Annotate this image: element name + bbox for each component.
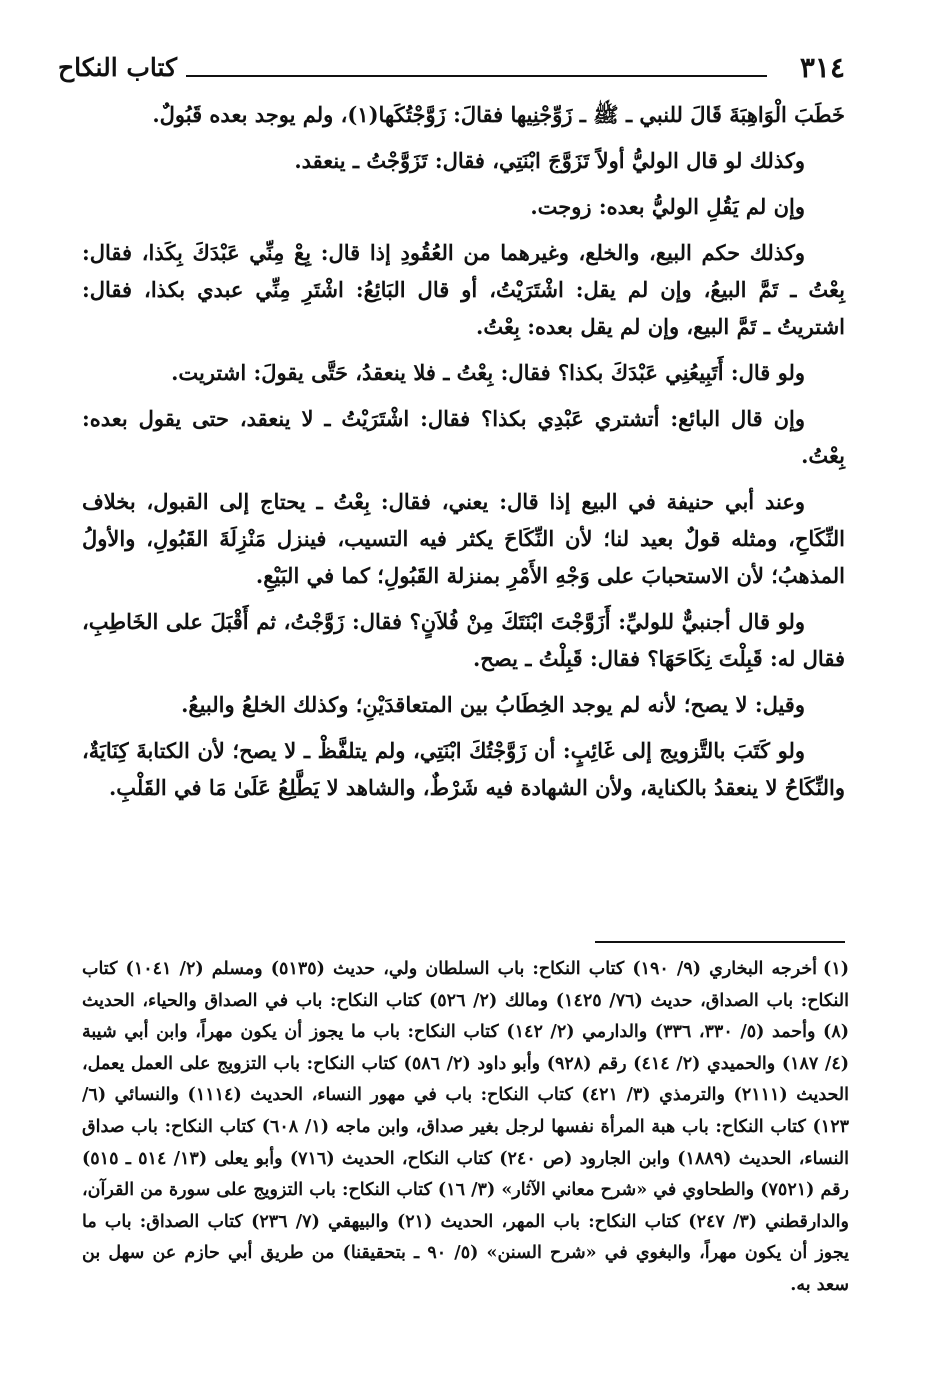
page-header <box>58 48 845 88</box>
paragraph: خَطَبَ الْوَاهِبَةَ قَالَ للنبي ـ ﷺ ـ زَوِّجْنِيها فقالَ: زَوَّجْتُكَها(١)، ولم يوجد بعده قَبُولٌ. <box>152 102 845 127</box>
paragraph: ولو قال: أَتَبِيعُنِي عَبْدَكَ بكذا؟ فقال: بِعْتُ ـ فلا ينعقدُ، حَتَّى يقولَ: اشتريت. <box>171 360 805 385</box>
paragraph: وكذلك لو قال الوليُّ أولاً تَزَوَّجَ ابْنَتِي، فقال: تَزَوَّجْتُ ـ ينعقد. <box>294 148 805 173</box>
paragraph: وكذلك حكم البيع، والخلع، وغيرهما من العُقُودِ إذا قال: بِعْ مِنِّي عَبْدَكَ بِكَذا، فقال: بِعْتُ ـ تَمَّ البيعُ، وإن لم يقل: اشْتَرَيْتُ، أو قال البَائِعُ: اشْتَرِ مِنِّي عبدي بكذا، فقال: اشتريتُ ـ تَمَّ البيع، وإن لم يقل بعده: بِعْتُ. <box>82 240 845 339</box>
main-text <box>82 96 845 815</box>
footnote-separator <box>595 941 845 943</box>
paragraph: وإن قال البائع: أتشتري عَبْدِي بكذا؟ فقال: اشْتَرَيْتُ ـ لا ينعقد، حتى يقول بعده: بِعْتُ. <box>82 406 845 468</box>
paragraph: وعند أبي حنيفة في البيع إذا قال: يعني، فقال: بِعْتُ ـ يحتاج إلى القبول، بخلاف النِّكَاحِ، ومثله قولٌ بعيد لنا؛ لأن النِّكَاحَ يكثر فيه التسيب، فينزل مَنْزِلَةَ القَبُولِ، والأولُ المذهبُ؛ لأن الاستحبابَ على وَجْهِ الأَمْرِ بمنزلة القَبُولِ؛ كما في البَيْعِ. <box>82 489 845 588</box>
footnote-text: أخرجه البخاري (٩/ ١٩٠) كتاب النكاح: باب السلطان ولي، حديث (٥١٣٥) ومسلم (٢/ ١٠٤١) كتاب النكاح: باب الصداق، حديث (٧٦/ ١٤٢٥) ومالك (٢/ ٥٢٦) كتاب النكاح: باب في الصداق والحياء، الحديث (٨) وأحمد (٥/ ٣٣٠، ٣٣٦) والدارمي (٢/ ١٤٢) كتاب النكاح: باب ما يجوز أن يكون مهراً، وابن أبي شيبة (٤/ ١٨٧) والحميدي (٢/ ٤١٤) رقم (٩٢٨) وأبو داود (٢/ ٥٨٦) كتاب النكاح: باب التزويج على العمل يعمل، الحديث (٢١١١) والترمذي (٣/ ٤٢١) كتاب النكاح: باب في مهور النساء، الحديث (١١١٤) والنسائي (٦/ ١٢٣) كتاب النكاح: باب هبة المرأة نفسها لرجل بغير صداق، وابن ماجه (١/ ٦٠٨) كتاب النكاح: باب صداق النساء، الحديث (١٨٨٩) وابن الجارود (ص ٢٤٠) كتاب النكاح، الحديث (٧١٦) وأبو يعلى (١٣/ ٥١٤ ـ ٥١٥) رقم (٧٥٢١) والطحاوي في «شرح معاني الآثار» (٣/ ١٦) كتاب النكاح: باب التزويج على سورة من القرآن، والدارقطني (٣/ ٢٤٧) كتاب النكاح: باب المهر، الحديث (٢١) والبيهقي (٧/ ٢٣٦) كتاب الصداق: باب ما يجوز أن يكون مهراً، والبغوي في «شرح السنن» (٥/ ٩٠ ـ بتحقيقنا) من طريق أبي حازم عن سهل بن سعد به. <box>82 959 850 1295</box>
page-number: ٣١٤ <box>799 51 845 84</box>
footnote-marker: (١) <box>823 959 850 979</box>
header-rule <box>186 75 767 77</box>
paragraph: وإن لم يَقُلِ الوليُّ بعده: زوجت. <box>530 194 805 219</box>
running-title: كتاب النكاح <box>58 53 177 82</box>
paragraph: وقيل: لا يصح؛ لأنه لم يوجد الخِطَابُ بين المتعاقدَيْنِ؛ وكذلك الخلعُ والبيعُ. <box>181 692 805 717</box>
footnote <box>82 954 849 1302</box>
paragraph: ولو قال أجنبيٌّ للوليِّ: أَزَوَّجْتَ ابْنَتَكَ مِنْ فُلاَنٍ؟ فقال: زَوَّجْتُ، ثم أَقْبَلَ على الخَاطِبِ، فقال له: قَبِلْتَ نِكَاحَهَا؟ فقال: قَبِلْتُ ـ يصح. <box>82 609 845 671</box>
paragraph: ولو كَتَبَ بالتَّزويج إلى غَائِبٍ: أن زَوَّجْتُكَ ابْنَتِي، ولم يتلفَّظْ ـ لا يصح؛ لأن الكتابةَ كِنَايَةٌ، والنِّكَاحُ لا ينعقدُ بالكناية، ولأن الشهادة فيه شَرْطٌ، والشاهد لا يَطَّلِعُ عَلَىٰ مَا في القَلْبِ. <box>82 738 845 800</box>
